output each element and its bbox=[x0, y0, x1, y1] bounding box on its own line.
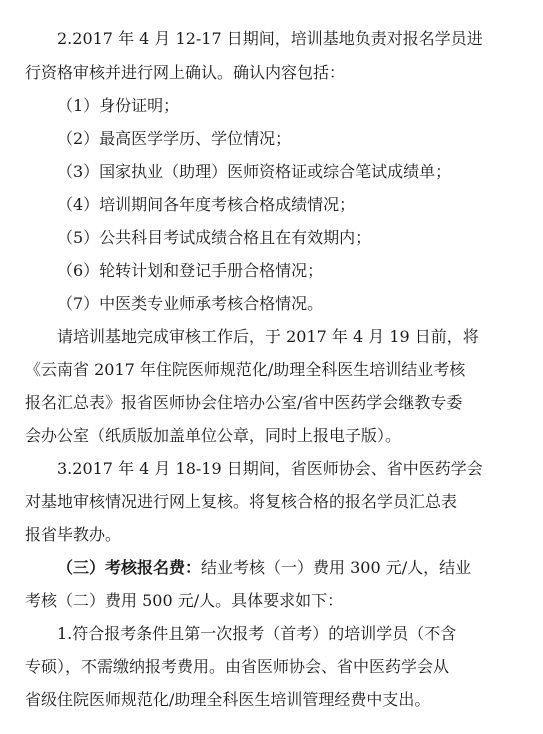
paragraph-line: 2.2017 年 4 月 12-17 日期间，培训基地负责对报名学员进 bbox=[57, 29, 483, 48]
paragraph-line: 会办公室（纸质版加盖单位公章，同时上报电子版）。 bbox=[25, 426, 402, 445]
paragraph-line: 专硕），不需缴纳报考费用。由省医师协会、省中医药学会从 bbox=[25, 657, 450, 676]
list-item: （3）国家执业（助理）医师资格证或综合笔试成绩单； bbox=[57, 162, 452, 181]
paragraph-line: 3.2017 年 4 月 18-19 日期间，省医师协会、省中医药学会 bbox=[57, 459, 483, 478]
section-heading: （三）考核报名费： bbox=[57, 558, 202, 577]
paragraph-line: 报省毕教办。 bbox=[25, 525, 122, 544]
paragraph-line: 《云南省 2017 年住院医师规范化/助理全科医生培训结业考核 bbox=[25, 360, 466, 379]
paragraph-line: 考核（二）费用 500 元/人。具体要求如下： bbox=[25, 591, 344, 610]
list-item: （6）轮转计划和登记手册合格情况； bbox=[57, 261, 324, 280]
paragraph-line: 对基地审核情况进行网上复核。将复核合格的报名学员汇总表 bbox=[25, 492, 458, 511]
section-text: 结业考核（一）费用 300 元/人，结业 bbox=[201, 558, 472, 577]
list-item: （7）中医类专业师承考核合格情况。 bbox=[57, 294, 324, 313]
list-item: （4）培训期间各年度考核合格成绩情况； bbox=[57, 195, 356, 214]
list-item: （2）最高医学学历、学位情况； bbox=[57, 129, 292, 148]
paragraph-line: 报名汇总表》报省医师协会住培办公室/省中医药学会继教专委 bbox=[25, 393, 463, 412]
paragraph-line: 请培训基地完成审核工作后，于 2017 年 4 月 19 日前，将 bbox=[57, 327, 479, 346]
list-item: （5）公共科目考试成绩合格且在有效期内； bbox=[57, 228, 372, 247]
section-line bbox=[0, 553, 543, 583]
paragraph-line: 1.符合报考条件且第一次报考（首考）的培训学员（不含 bbox=[57, 624, 457, 643]
paragraph-line: 省级住院医师规范化/助理全科医生培训管理经费中支出。 bbox=[25, 690, 431, 709]
list-item: （1）身份证明； bbox=[57, 96, 180, 115]
paragraph-line: 行资格审核并进行网上确认。确认内容包括： bbox=[25, 63, 346, 82]
